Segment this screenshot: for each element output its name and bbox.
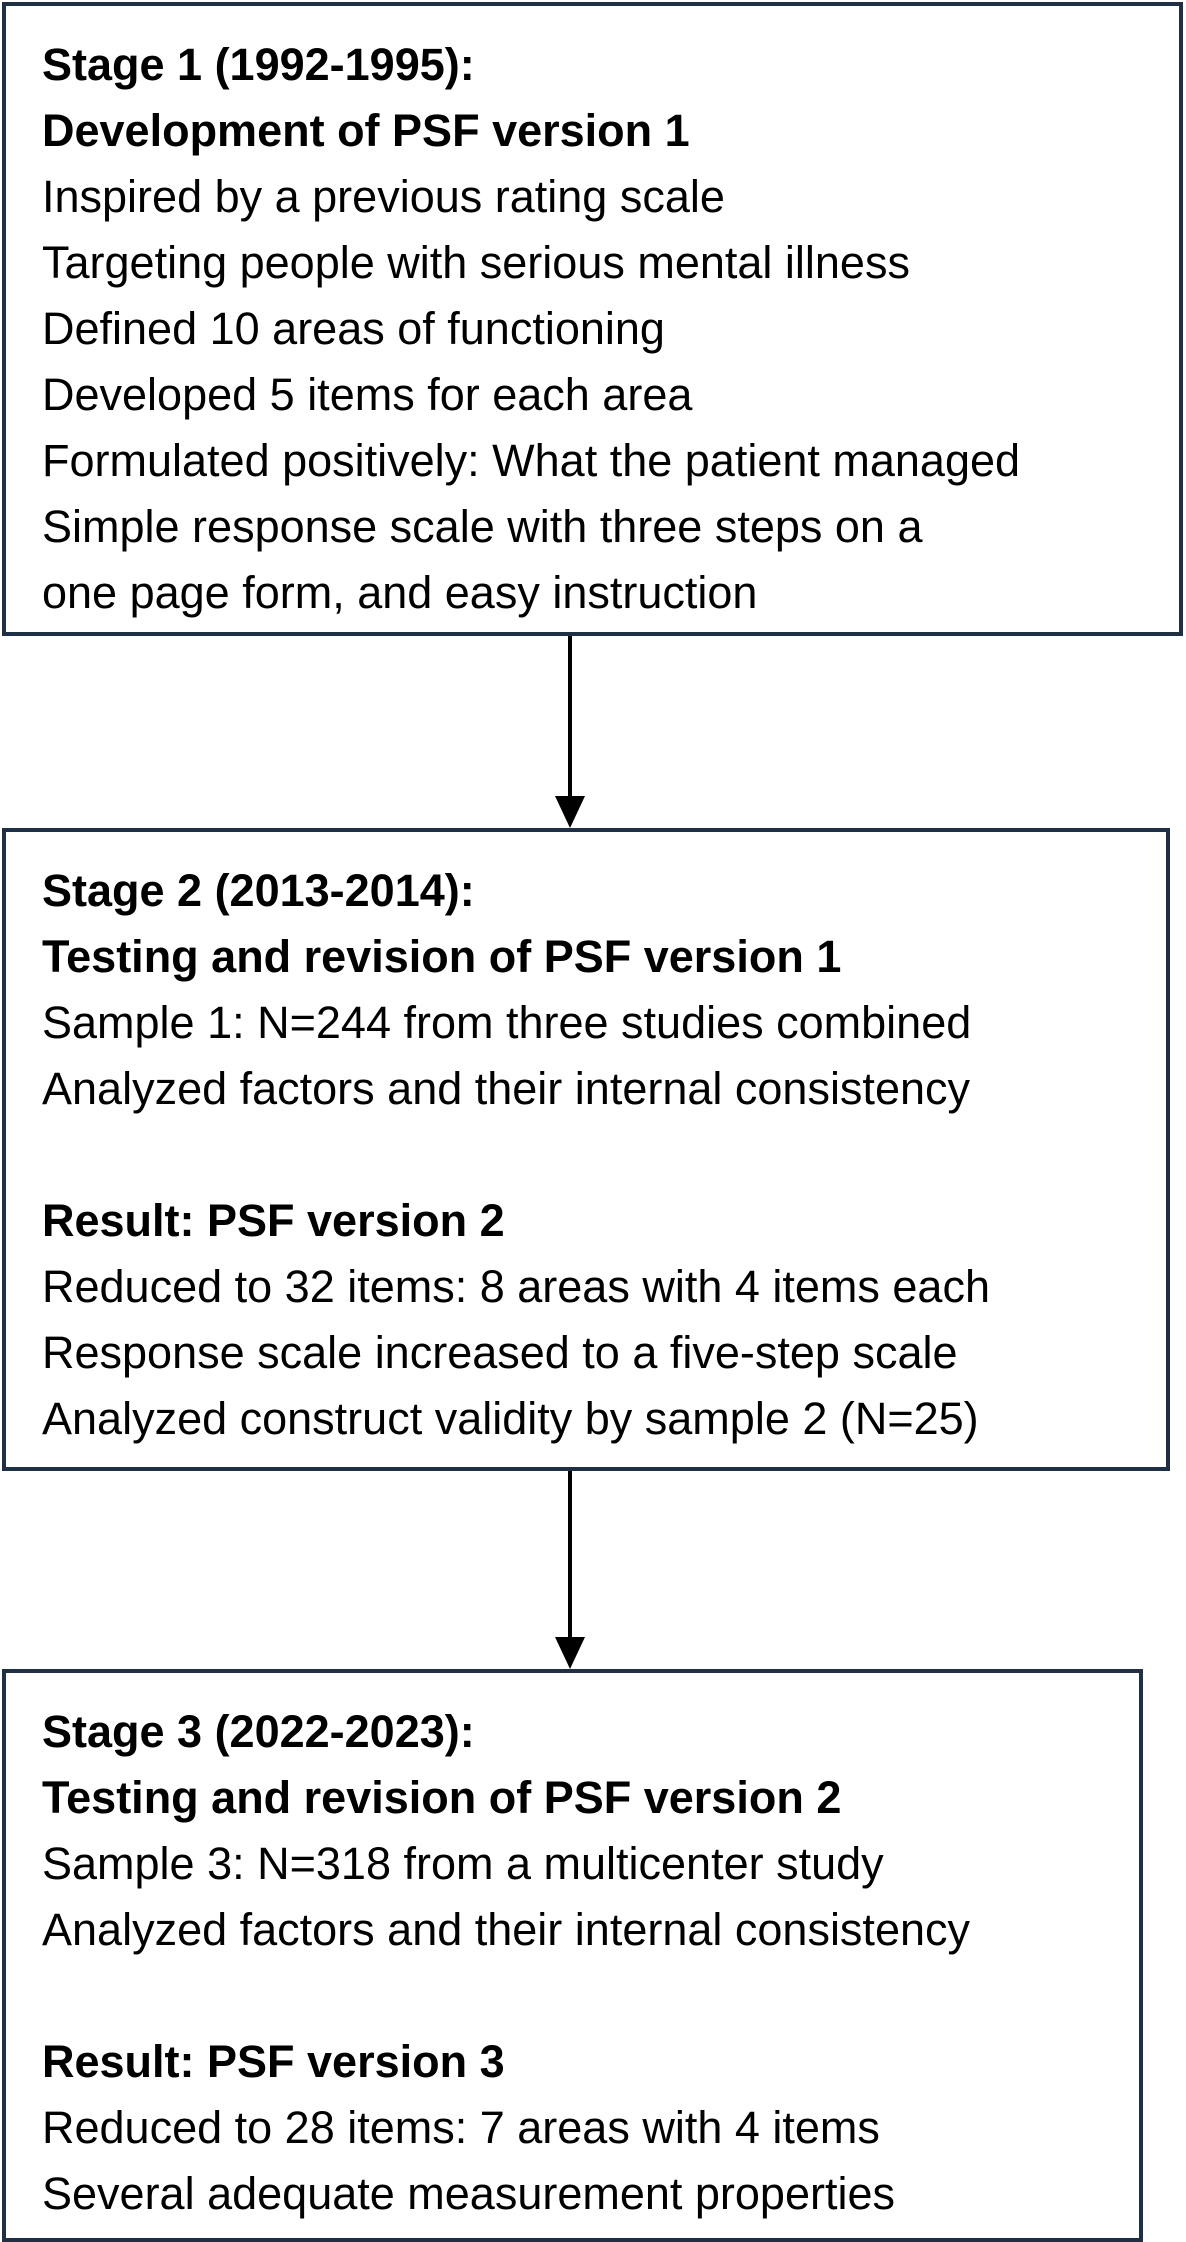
arrow-stage-2-to-3 [540,1471,600,1669]
stage-3-result-title: Result: PSF version 3 [42,2036,505,2087]
stage-1-line: Defined 10 areas of functioning [42,303,665,354]
stage-3-box [2,1669,1143,2242]
stage-2-result-title: Result: PSF version 2 [42,1195,505,1246]
stage-2-box [2,828,1170,1471]
stage-2-result-line: Analyzed construct validity by sample 2 (N=25) [42,1393,979,1444]
stage-1-line: Inspired by a previous rating scale [42,171,725,222]
stage-3-title: Stage 3 (2022-2023): [42,1706,475,1757]
stage-3-line: Analyzed factors and their internal consistency [42,1904,970,1955]
spacer [42,1963,1123,2029]
arrow-stage-1-to-2 [540,636,600,828]
stage-2-subtitle: Testing and revision of PSF version 1 [42,931,842,982]
stage-2-result-line: Reduced to 32 items: 8 areas with 4 items each [42,1261,990,1312]
stage-1-box [2,2,1183,636]
stage-1-title: Stage 1 (1992-1995): [42,39,475,90]
stage-1-line: Developed 5 items for each area [42,369,693,420]
stage-3-subtitle: Testing and revision of PSF version 2 [42,1772,842,1823]
stage-1-line: one page form, and easy instruction [42,567,758,618]
down-arrow-icon [540,636,600,828]
stage-2-title: Stage 2 (2013-2014): [42,865,475,916]
stage-1-line: Targeting people with serious mental illness [42,237,910,288]
stage-3-result-line: Several adequate measurement properties [42,2168,896,2219]
stage-1-subtitle: Development of PSF version 1 [42,105,690,156]
down-arrow-icon [540,1471,600,1669]
stage-3-line: Sample 3: N=318 from a multicenter study [42,1838,884,1889]
stage-2-result-line: Response scale increased to a five-step scale [42,1327,958,1378]
stage-3-result-line: Reduced to 28 items: 7 areas with 4 items [42,2102,880,2153]
stage-1-line: Simple response scale with three steps on a [42,501,923,552]
spacer [42,1122,1150,1188]
stage-2-line: Sample 1: N=244 from three studies combined [42,997,972,1048]
stage-2-line: Analyzed factors and their internal consistency [42,1063,970,1114]
stage-1-line: Formulated positively: What the patient managed [42,435,1021,486]
